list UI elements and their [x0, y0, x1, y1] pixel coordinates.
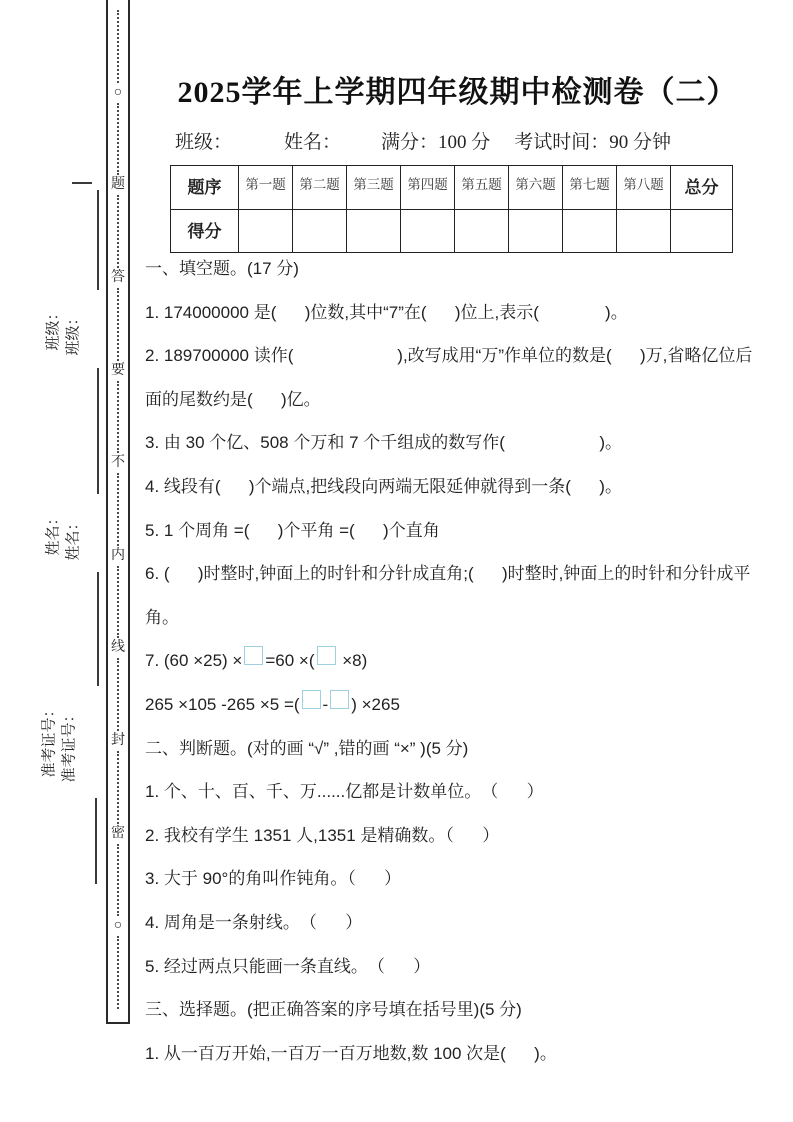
seal-dotted-segment: [117, 10, 119, 83]
seal-dotted-segment: [117, 103, 119, 176]
margin-blank-line: [97, 368, 99, 494]
score-table-header-cell: 第五题: [455, 166, 509, 210]
score-table-header-cell: 第二题: [293, 166, 347, 210]
question-text: 265 ×105 -265 ×5 =(: [145, 694, 300, 714]
margin-name-label: 姓名：: [65, 515, 82, 561]
fill-blank-question-2-line-1: 2. 189700000 读作( ),改写成用“万”作单位的数是( )万,省略亿位后: [145, 346, 753, 366]
true-false-question-4: 4. 周角是一条射线。 （ ）: [145, 912, 363, 932]
seal-dotted-segment: [117, 658, 119, 731]
score-table-header-row: [171, 166, 733, 210]
seal-dotted-segment: [117, 751, 119, 824]
answer-box: [302, 690, 321, 709]
fill-blank-question-2-line-2: 面的尾数约是( )亿。: [145, 389, 321, 409]
answer-box: [330, 690, 349, 709]
section-1-heading: 一、填空题。(17 分): [145, 259, 299, 278]
answer-box: [244, 646, 263, 665]
score-table-header-cell: 第四题: [401, 166, 455, 210]
seal-char: 答: [111, 269, 125, 285]
seal-char: 题: [111, 177, 125, 193]
seal-char: 内: [111, 547, 125, 563]
margin-blank-line: [95, 798, 97, 884]
question-text: -: [322, 694, 329, 714]
fill-blank-question-3: 3. 由 30 个亿、508 个万和 7 个千组成的数写作( )。: [145, 433, 623, 453]
seal-circle-icon: ○: [113, 84, 123, 100]
seal-dotted-segment: [117, 936, 119, 1009]
multiple-choice-question-1: 1. 从一百万开始,一百万一百万地数,数 100 次是( )。: [145, 1043, 557, 1063]
seal-dotted-segment: [117, 844, 119, 917]
seal-char: 封: [111, 733, 125, 749]
answer-box: [317, 646, 336, 665]
margin-class-label: 班级：: [45, 305, 62, 351]
seal-dotted-segment: [117, 381, 119, 454]
margin-dash: [72, 182, 92, 184]
score-table-header-cell: 第三题: [347, 166, 401, 210]
margin-exam-no-label: 准考证号：: [61, 707, 78, 783]
true-false-question-2: 2. 我校有学生 1351 人,1351 是精确数。（ ）: [145, 825, 500, 845]
margin-exam-no-label: 准考证号：: [41, 702, 58, 778]
seal-char: 要: [111, 362, 125, 378]
seal-dotted-segment: [117, 288, 119, 361]
score-table-header-cell: 第一题: [239, 166, 293, 210]
score-table-header-cell: 题序: [171, 166, 239, 210]
margin-class-label: 班级：: [65, 310, 82, 356]
margin-name-label: 姓名：: [45, 510, 62, 556]
info-full-score-label: 满分：100 分: [381, 132, 491, 153]
score-table-header-cell: 第七题: [563, 166, 617, 210]
fill-blank-question-7-line-1: [145, 639, 770, 683]
question-text: ×8): [337, 651, 368, 671]
fill-blank-question-6: 6. ( )时整时,钟面上的时针和分针成直角;( )时整时,钟面上的时针和分针成平角。: [145, 564, 751, 627]
score-table-header-cell: 第八题: [617, 166, 671, 210]
true-false-question-5: 5. 经过两点只能画一条直线。 （ ）: [145, 956, 431, 976]
section-3-heading: 三、选择题。(把正确答案的序号填在括号里)(5 分): [145, 1000, 522, 1020]
section-2-heading: 二、判断题。(对的画 “√” ,错的画 “×” )(5 分): [145, 738, 469, 758]
question-text: 7. (60 ×25) ×: [145, 651, 243, 671]
info-name-label: 姓名：: [284, 132, 342, 153]
exam-content: [145, 0, 770, 1075]
exam-info-line: [175, 132, 770, 154]
page-title: 2025学年上学期四年级期中检测卷（二）: [177, 76, 738, 109]
seal-char: 密: [111, 825, 125, 841]
seal-dotted-segment: [117, 566, 119, 639]
seal-dotted-segment: [117, 473, 119, 546]
seal-line-box: [106, 0, 130, 1024]
seal-char: 线: [111, 640, 125, 656]
info-class-label: 班级：: [175, 132, 233, 153]
question-text: ) ×265: [351, 694, 400, 714]
info-exam-time-label: 考试时间：90 分钟: [514, 132, 672, 153]
question-text: =60 ×(: [265, 651, 315, 671]
fill-blank-question-5: 5. 1 个周角 =( )个平角 =( )个直角: [145, 520, 440, 540]
score-table-header-cell: 总分: [671, 166, 733, 210]
seal-dotted-segment: [117, 195, 119, 268]
fill-blank-question-1: 1. 174000000 是( )位数,其中“7”在( )位上,表示( )。: [145, 302, 628, 322]
question-list: [145, 247, 770, 1075]
margin-blank-line: [97, 572, 99, 686]
true-false-question-1: 1. 个、十、百、千、万......亿都是计数单位。 （ ）: [145, 782, 544, 802]
seal-circle-icon: ○: [113, 918, 123, 934]
fill-blank-question-4: 4. 线段有( )个端点,把线段向两端无限延伸就得到一条( )。: [145, 476, 622, 496]
fill-blank-question-7-line-2: [145, 683, 770, 727]
true-false-question-3: 3. 大于 90°的角叫作钝角。（ ）: [145, 869, 402, 889]
seal-char: 不: [111, 455, 125, 471]
score-row-label: 得分: [171, 210, 239, 253]
score-table: [170, 165, 733, 253]
margin-blank-line: [97, 190, 99, 290]
score-table-header-cell: 第六题: [509, 166, 563, 210]
